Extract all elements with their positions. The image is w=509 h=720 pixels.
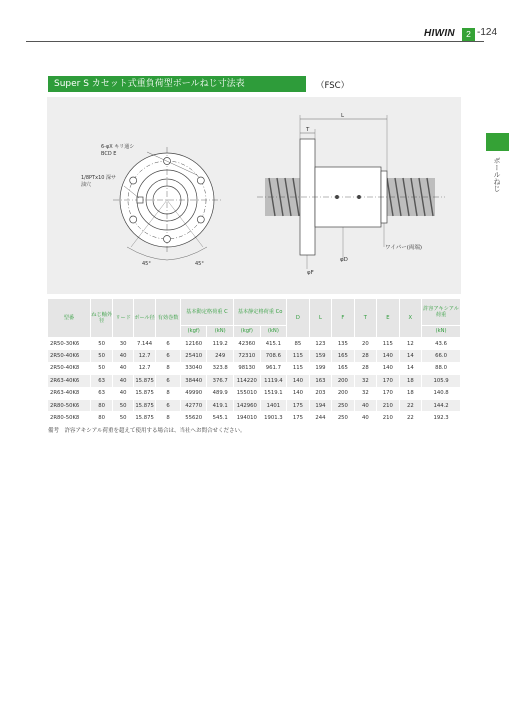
table-cell: 40	[354, 412, 376, 424]
table-cell: 40	[354, 399, 376, 411]
table-cell: 115	[287, 350, 309, 362]
table-cell: 7.144	[133, 338, 155, 350]
table-cell: 194010	[234, 412, 261, 424]
table-body	[48, 338, 461, 425]
table-cell: 140	[287, 375, 309, 387]
table-cell-model: 2R63-40K6	[48, 375, 91, 387]
table-cell: 14	[399, 362, 421, 374]
table-cell: 489.9	[207, 387, 234, 399]
table-cell: 33040	[180, 362, 207, 374]
table-cell: 25410	[180, 350, 207, 362]
table-cell: 203	[309, 387, 331, 399]
dim-D-label: φD	[340, 257, 348, 263]
col-header-X: X	[399, 299, 421, 338]
table-cell: 165	[332, 362, 354, 374]
table-row	[48, 350, 461, 362]
table-cell: 43.6	[422, 338, 461, 350]
table-cell: 210	[377, 399, 399, 411]
table-cell: 42360	[234, 338, 261, 350]
table-cell-model: 2R50-40K6	[48, 350, 91, 362]
table-cell: 98130	[234, 362, 261, 374]
table-cell: 135	[332, 338, 354, 350]
table-row	[48, 362, 461, 374]
table-cell: 140.8	[422, 387, 461, 399]
col-header-model: 型番	[48, 299, 91, 338]
table-cell: 114220	[234, 375, 261, 387]
table-cell: 12160	[180, 338, 207, 350]
table-row	[48, 412, 461, 424]
table-cell: 20	[354, 338, 376, 350]
dim-F-label: φF	[307, 270, 314, 276]
table-row	[48, 338, 461, 350]
table-cell: 18	[399, 387, 421, 399]
table-cell-model: 2R50-30K6	[48, 338, 91, 350]
col-header-ball-dia: ボール径	[133, 299, 155, 338]
table-cell: 115	[377, 338, 399, 350]
table-cell: 144.2	[422, 399, 461, 411]
table-cell: 42770	[180, 399, 207, 411]
table-cell: 199	[309, 362, 331, 374]
table-cell: 159	[309, 350, 331, 362]
table-cell-model: 2R63-40K8	[48, 387, 91, 399]
col-header-T: T	[354, 299, 376, 338]
table-cell: 708.6	[260, 350, 287, 362]
table-cell: 105.9	[422, 375, 461, 387]
table-cell: 210	[377, 412, 399, 424]
table-cell: 115	[287, 362, 309, 374]
table-cell: 142960	[234, 399, 261, 411]
col-header-E: E	[377, 299, 399, 338]
dimension-table	[47, 298, 461, 425]
table-cell: 170	[377, 387, 399, 399]
side-chapter-tab	[486, 133, 509, 151]
table-cell: 66.0	[422, 350, 461, 362]
col-header-L: L	[309, 299, 331, 338]
table-cell: 50	[90, 338, 112, 350]
col-header-axial: 許容アキシアル荷重	[422, 299, 461, 326]
table-cell: 12.7	[133, 350, 155, 362]
table-cell: 49990	[180, 387, 207, 399]
angle-label-right: 45°	[195, 261, 204, 267]
front-view	[113, 147, 221, 260]
col-header-lead: リード	[113, 299, 133, 338]
table-cell: 163	[309, 375, 331, 387]
col-header-F: F	[332, 299, 354, 338]
table-cell: 200	[332, 387, 354, 399]
chapter-badge: 2	[462, 28, 475, 41]
table-cell: 85	[287, 338, 309, 350]
table-cell: 38440	[180, 375, 207, 387]
table-cell: 123	[309, 338, 331, 350]
table-cell-model: 2R50-40K8	[48, 362, 91, 374]
unit-dyn-kN: (kN)	[207, 326, 234, 338]
table-cell: 155010	[234, 387, 261, 399]
table-cell: 15.875	[133, 399, 155, 411]
table-cell: 40	[113, 375, 133, 387]
side-tab-label: ボールねじ	[493, 157, 501, 192]
table-cell: 18	[399, 375, 421, 387]
table-cell: 14	[399, 350, 421, 362]
table-cell: 244	[309, 412, 331, 424]
table-cell: 250	[332, 399, 354, 411]
table-cell: 6	[156, 338, 181, 350]
table-cell: 165	[332, 350, 354, 362]
table-cell: 30	[113, 338, 133, 350]
table-cell: 72310	[234, 350, 261, 362]
table-cell: 6	[156, 375, 181, 387]
table-cell: 1119.4	[260, 375, 287, 387]
table-cell: 32	[354, 387, 376, 399]
unit-stat-kgf: (kgf)	[234, 326, 261, 338]
dim-T-label: T	[306, 127, 310, 133]
hiwin-logo: HIWIN	[424, 28, 455, 39]
wiper-label: ワイパー(両端)	[385, 245, 423, 251]
table-cell: 545.1	[207, 412, 234, 424]
table-cell: 1519.1	[260, 387, 287, 399]
table-cell: 80	[90, 399, 112, 411]
page-number: -124	[477, 27, 498, 38]
table-cell: 6	[156, 350, 181, 362]
col-header-stat-load: 基本静定格荷重 Co	[234, 299, 287, 326]
table-cell: 419.1	[207, 399, 234, 411]
table-cell: 140	[377, 362, 399, 374]
table-cell: 1401	[260, 399, 287, 411]
table-cell-model: 2R80-50K8	[48, 412, 91, 424]
oil-hole-label-2: 油穴	[81, 182, 92, 188]
unit-axial-kN: (kN)	[422, 326, 461, 338]
table-row	[48, 399, 461, 411]
table-cell: 119.2	[207, 338, 234, 350]
table-cell: 1901.3	[260, 412, 287, 424]
table-cell: 15.875	[133, 375, 155, 387]
table-cell: 12.7	[133, 362, 155, 374]
technical-drawing	[47, 97, 461, 294]
dim-L-label: L	[341, 113, 345, 119]
table-cell: 140	[377, 350, 399, 362]
table-cell: 32	[354, 375, 376, 387]
table-cell: 194	[309, 399, 331, 411]
table-cell: 140	[287, 387, 309, 399]
oil-hole-label: 1/8PTx10 深サ	[81, 175, 117, 181]
unit-stat-kN: (kN)	[260, 326, 287, 338]
table-cell: 6	[156, 399, 181, 411]
table-cell: 8	[156, 412, 181, 424]
hole-label: 6-φX キリ通シ	[101, 144, 135, 150]
table-cell: 415.1	[260, 338, 287, 350]
table-cell: 22	[399, 399, 421, 411]
table-cell: 175	[287, 399, 309, 411]
table-row	[48, 387, 461, 399]
table-cell: 50	[90, 350, 112, 362]
table-cell: 15.875	[133, 412, 155, 424]
table-cell: 12	[399, 338, 421, 350]
table-cell: 250	[332, 412, 354, 424]
table-cell: 192.3	[422, 412, 461, 424]
table-cell: 8	[156, 387, 181, 399]
table-cell: 88.0	[422, 362, 461, 374]
table-cell: 961.7	[260, 362, 287, 374]
table-cell: 323.8	[207, 362, 234, 374]
col-header-circuits: 有効巻数	[156, 299, 181, 338]
col-header-shaft-od: ねじ軸外径	[90, 299, 112, 338]
table-cell: 170	[377, 375, 399, 387]
table-cell: 15.875	[133, 387, 155, 399]
table-cell: 28	[354, 362, 376, 374]
table-cell: 50	[90, 362, 112, 374]
section-title: Super S カセット式重負荷型ボールねじ寸法表	[48, 76, 306, 92]
section-code: （FSC）	[316, 81, 350, 91]
footnote: 備考 許容アキシアル荷重を超えて使用する場合は、当社へお問合せください。	[48, 428, 246, 434]
table-cell: 80	[90, 412, 112, 424]
table-row	[48, 375, 461, 387]
table-cell: 249	[207, 350, 234, 362]
table-cell: 50	[113, 399, 133, 411]
table-cell: 28	[354, 350, 376, 362]
table-cell: 63	[90, 375, 112, 387]
table-cell-model: 2R80-50K6	[48, 399, 91, 411]
table-cell: 175	[287, 412, 309, 424]
table-cell: 40	[113, 362, 133, 374]
table-cell: 40	[113, 387, 133, 399]
angle-label-left: 45°	[142, 261, 151, 267]
col-header-D: D	[287, 299, 309, 338]
table-cell: 40	[113, 350, 133, 362]
unit-dyn-kgf: (kgf)	[180, 326, 207, 338]
table-cell: 200	[332, 375, 354, 387]
header-rule	[26, 41, 484, 42]
bcd-label: BCD E	[101, 151, 117, 157]
table-cell: 8	[156, 362, 181, 374]
table-cell: 63	[90, 387, 112, 399]
table-cell: 55620	[180, 412, 207, 424]
col-header-dyn-load: 基本動定格荷重 C	[180, 299, 233, 326]
table-cell: 22	[399, 412, 421, 424]
table-cell: 376.7	[207, 375, 234, 387]
table-cell: 50	[113, 412, 133, 424]
